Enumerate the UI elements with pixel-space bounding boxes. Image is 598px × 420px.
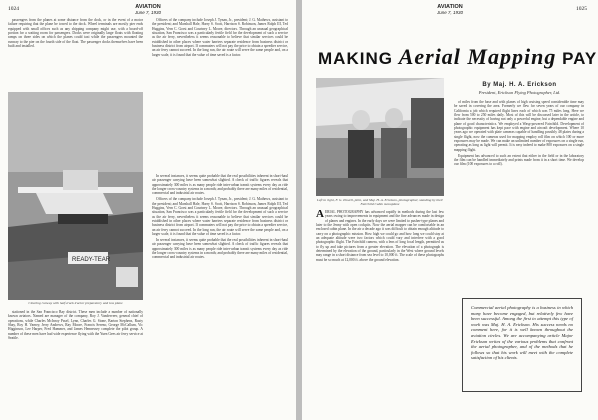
paragraph: ERIAL PHOTOGRAPHY has advanced rapidly in methods during the last few years owing to improvements in equipment and the fine advances made in design of planes and engines. In the early days we were limited to pusher-type planes and later to the Jenny with open cockpits. Now the aerial mapper can be comfortable in an enclosed cabin plane. In the air a decade ago it was difficult to obtain enough altitude to carry on a photographic mission. How high we could go and how long we could stay at an adequate altitude were two factors which could vary and interfere with a good photographic flight. The Fairchild camera, with a lens of long focal length, permitted us to fly up and take pictures from a greater elevation. The elevation of a photograph is determined by the elevation of the ground, particularly in the West where ground levels may range in a short distance from sea level to 10,000 ft. The scale of these photographs must be so much at 12,000 ft. above the ground elevation.	[316, 210, 444, 262]
headline-word: MAKING	[318, 49, 393, 68]
paragraph: Officers of the company include Joseph J. Tynan, Jr., president; J. G. Mathews, assistant to the president; and Marshall Hale, Harry S. Scott, Harrison S. Robinson, James Rolph III, Ted Huggins, Vern C. Gorst and Courtney L. Moore, directors. Through an unusual geographical situation, San Francisco was a particularly fertile field for the development of such a service as the air ferry, nevertheless it seems reasonable to believe that similar services could be established in other places where water barriers separate residence from business district or business district from airport. If commuters will not pay the price to obtain a speedier service, an air ferry cannot succeed. In the long run, the air route will serve the same people and, on a larger scale, it is found that the value of time saved is a factor.	[152, 18, 288, 57]
masthead-title: AVIATION	[135, 4, 161, 10]
page-number: 1024	[8, 6, 19, 12]
pilots-photo	[316, 78, 444, 196]
left-page	[0, 0, 296, 420]
drop-cap: A	[316, 210, 324, 220]
column-text	[454, 100, 584, 292]
column-text	[152, 18, 288, 170]
svg-text:READY-TEAR: READY-TEAR	[72, 257, 111, 263]
column-text	[8, 18, 143, 86]
byline: By Maj. H. A. Erickson	[482, 82, 557, 88]
column-text	[316, 210, 444, 414]
headline-word: PAY	[562, 49, 598, 68]
paragraph: Officers of the company include Joseph J. Tynan, Jr., president; J. G. Mathews, assistant to the president; and Marshall Hale, Harry S. Scott, Harrison S. Robinson, James Rolph III, Ted Huggins, Vern C. Gorst and Courtney L. Moore, directors. Through an unusual geographical situation, San Francisco was a particularly fertile field for the development of such a service as the air ferry, nevertheless it seems reasonable to believe that similar services could be established in other places where water barriers separate residence from business district or business district from airport. If commuters will not pay the price to obtain a speedier service, an air ferry cannot succeed. In the long run, the air route will serve the same people and, on a larger scale, it is found that the value of time saved is a factor.	[152, 197, 288, 236]
pilots-illustration	[316, 78, 444, 196]
paragraph: passengers from the planes at some distance from the dock, or in the event of a motor failure requiring that the plane be towed to the dock. Wheel terminals are mostly pier ends equipped with small offices such as any shipping company might use, with a board-off portion for a waiting room for passengers. Docks were originally large floats with floating ramps on three sides on which the planes could taxi while the passengers mounted the runway to the pier on the fourth side of the float. The passenger docks themselves have been built and installed.	[8, 18, 143, 49]
masthead-date: June 7, 1930	[436, 10, 464, 15]
masthead-title: AVIATION	[437, 4, 463, 10]
author-affiliation: President, Erickson Flying Photographer, Ltd.	[478, 90, 561, 95]
column-text	[152, 174, 288, 414]
masthead	[420, 4, 480, 16]
photo-caption: Left to right, F. G. Powell, pilot, and Maj. H. A. Erickson, photographer, standing by their Fairchild Cabin monoplane	[317, 198, 443, 206]
seaplane-illustration	[8, 92, 143, 300]
paragraph: of miles from the base and with planes of high cruising speed considerable time may be saved in covering the area. Formerly we flew for seven years of our company in California a job which required flight lines each of which was 75 miles long. Here we flew from 500 to 250 miles daily. Most of this will be discussed later in the article, to indicate the necessity of having not only a powerful engine, but a dependable engine and plane of good characteristics. We employed a Wasp-powered Fairchild. Development of photographic equipment has kept pace with engine and aircraft development. Where 10 years ago we operated with plate cameras capable of handling possibly 48 plates during a single flight, now the cameras used for mapping employ roll film on which 100 or more exposures may be made. We can make an unlimited number of exposures on a single run, operating as long as light will permit. It is easy indeed to make 800 exposures on a single mapping flight.	[454, 100, 584, 152]
masthead-date: June 7, 1930	[134, 10, 162, 15]
right-page	[302, 0, 598, 420]
column-text	[8, 310, 143, 414]
paragraph: stationed in the San Francisco Bay district. These men include a number of nationally known aviators. Named are manager of the company, Roy J. Vanderveer, general chief of operations, while Charles McInroy Pasel, Lynn, Charles G. Stone, Barton Stephens, Rusty Shay, Roy H. Varney, Jerry Andrews, Ray Moore, Francis Sereno, George McCallum, Vic Higginson, Lee Harper, Fred Hammer, and James Hennessey complete the pilot group. A number of these men have had wide experience flying with the Yuen Gees air ferry service at Seattle.	[8, 310, 143, 341]
masthead	[118, 4, 178, 16]
article-headline	[318, 44, 598, 70]
photo-caption: Clearing runway with half-track tractor preparatory and tow plane	[28, 301, 123, 305]
page-number: 1025	[576, 6, 587, 12]
editorial-sidebar	[462, 298, 582, 392]
paragraph: In several instances, it seems quite probable that the real possibilities inherent in short-haul air passenger carrying have been somewhat slighted. A check of traffic figures reveals that approximately 300 miles is as many people ride inter-urban transit systems every day as ride the longer cross-country systems in a month; and probably there are many miles of residential, commercial and industrial air routes.	[152, 174, 288, 196]
paragraph: In several instances, it seems quite probable that the real possibilities inherent in short-haul air passenger carrying have been somewhat slighted. A check of traffic figures reveals that approximately 300 miles is as many people ride inter-urban transit systems every day as ride the longer cross-country systems in a month; and probably there are many miles of residential, commercial and industrial air routes.	[152, 237, 288, 260]
paragraph: Equipment has advanced to such an extent that either in the field or in the laboratory the film can be handled immediately and prints made from it in a short time. We develop our film (100 exposures to a roll).	[454, 153, 584, 167]
headline-italic: Aerial Mapping	[398, 44, 557, 69]
seaplane-photo	[8, 92, 143, 300]
sidebar-text: Commercial aerial photography is a business in which many have become engaged, but relatively few have been successful. Among the first to attempt this type of work was Maj. H. A. Erickson. His success needs no comment here, for it is well known throughout the aviation circles. We are accompanying article Major Erickson writes of the various problems that confront the aerial photographer, and of the methods that he follows so that his work will meet with the complete satisfaction of his clients.	[471, 305, 573, 361]
